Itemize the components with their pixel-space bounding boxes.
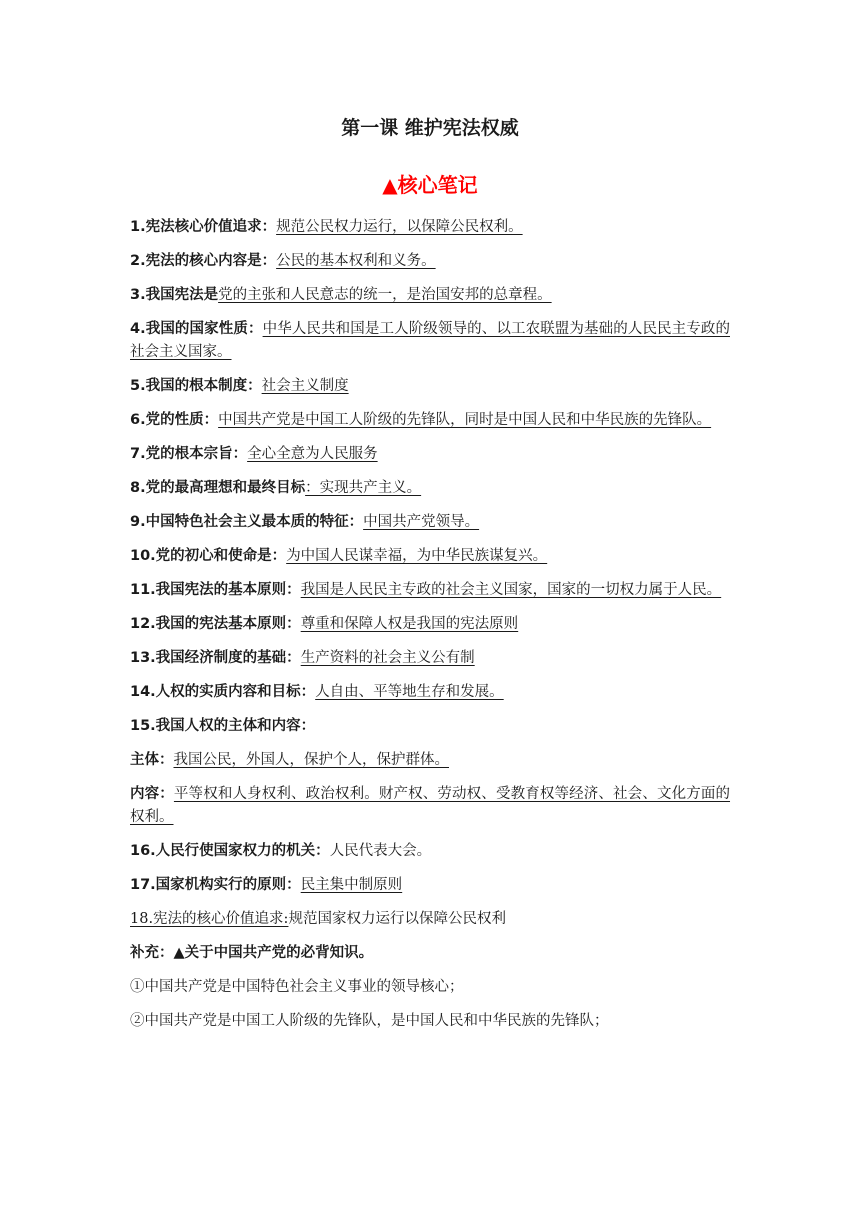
note-answer: 尊重和保障人权是我国的宪法原则 [300, 616, 519, 632]
note-label: 主体： [130, 752, 174, 768]
note-item [130, 874, 730, 897]
note-label: 4.我国的国家性质： [130, 321, 263, 337]
supplement-label: 补充： [130, 945, 174, 961]
note-label: 16.人民行使国家权力的机关： [130, 843, 330, 859]
note-label: 9.中国特色社会主义最本质的特征： [130, 514, 364, 530]
supplement-title: ▲关于中国共产党的必背知识。 [173, 945, 374, 961]
note-label: 18.宪法的核心价值追求: [130, 911, 289, 927]
note-answer: 全心全意为人民服务 [247, 446, 378, 462]
note-answer: 中国共产党是中国工人阶级的先锋队，同时是中国人民和中华民族的先锋队。 [218, 412, 712, 428]
note-item [130, 250, 730, 273]
note-answer: 生产资料的社会主义公有制 [300, 650, 475, 666]
note-answer: 党的主张和人民意志的统一，是治国安邦的总章程。 [218, 287, 552, 303]
note-label: 14.人权的实质内容和目标： [130, 684, 316, 700]
note-answer: 中华人民共和国是工人阶级领导的、以工农联盟为基础的人民民主专政的社会主义国家。 [130, 321, 730, 360]
supplement-point: ①中国共产党是中国特色社会主义事业的领导核心； [130, 979, 464, 995]
note-label: 1.宪法核心价值追求： [130, 219, 277, 235]
note-item [130, 579, 730, 602]
note-item [130, 511, 730, 534]
note-answer: 为中国人民谋幸福，为中华民族谋复兴。 [286, 548, 548, 564]
note-label: 15.我国人权的主体和内容： [130, 718, 316, 734]
note-label: 2.宪法的核心内容是： [130, 253, 277, 269]
note-item [130, 783, 730, 829]
note-answer: 社会主义制度 [261, 378, 349, 394]
note-item [130, 908, 730, 931]
note-answer: 中国共产党领导。 [363, 514, 480, 530]
note-answer: 人自由、平等地生存和发展。 [315, 684, 504, 700]
note-item [130, 318, 730, 364]
note-label: 6.党的性质： [130, 412, 219, 428]
note-item [130, 749, 730, 772]
note-item [130, 375, 730, 398]
note-item [130, 284, 730, 307]
note-item [130, 613, 730, 636]
note-answer: 规范公民权力运行，以保障公民权利。 [276, 219, 523, 235]
note-answer: 平等权和人身权利、政治权利。财产权、劳动权、受教育权等经济、社会、文化方面的权利。 [130, 786, 731, 825]
note-item [130, 715, 730, 738]
note-answer: 人民代表大会。 [329, 843, 432, 859]
supplement-point: ②中国共产党是中国工人阶级的先锋队，是中国人民和中华民族的先锋队； [130, 1013, 609, 1029]
note-item [130, 477, 730, 500]
note-item [130, 647, 730, 670]
note-label: 11.我国宪法的基本原则： [130, 582, 301, 598]
note-answer: 公民的基本权利和义务。 [276, 253, 436, 269]
supplement-heading [130, 942, 730, 965]
note-label: 3.我国宪法是 [130, 287, 219, 303]
note-item [130, 216, 730, 239]
note-item [130, 409, 730, 432]
note-item [130, 681, 730, 704]
note-answer: ：实现共产主义。 [305, 480, 422, 496]
section-heading: ▲核心笔记 [382, 173, 478, 197]
note-label: 10.党的初心和使命是： [130, 548, 287, 564]
note-label: 13.我国经济制度的基础： [130, 650, 301, 666]
note-item [130, 545, 730, 568]
note-label: 12.我国的宪法基本原则： [130, 616, 301, 632]
note-answer: 我国公民，外国人，保护个人，保护群体。 [173, 752, 449, 768]
note-label: 7.党的根本宗旨： [130, 446, 248, 462]
note-answer: 规范国家权力运行以保障公民权利 [288, 911, 506, 927]
note-label: 5.我国的根本制度： [130, 378, 262, 394]
note-label: 内容： [130, 786, 174, 802]
note-answer: 我国是人民民主专政的社会主义国家，国家的一切权力属于人民。 [300, 582, 722, 598]
note-answer: 民主集中制原则 [300, 877, 403, 893]
lesson-title: 第一课 维护宪法权威 [341, 117, 519, 139]
note-label: 17.国家机构实行的原则： [130, 877, 301, 893]
notes-list [130, 216, 730, 1044]
note-label: 8.党的最高理想和最终目标 [130, 480, 306, 496]
note-item [130, 443, 730, 466]
note-item [130, 840, 730, 863]
